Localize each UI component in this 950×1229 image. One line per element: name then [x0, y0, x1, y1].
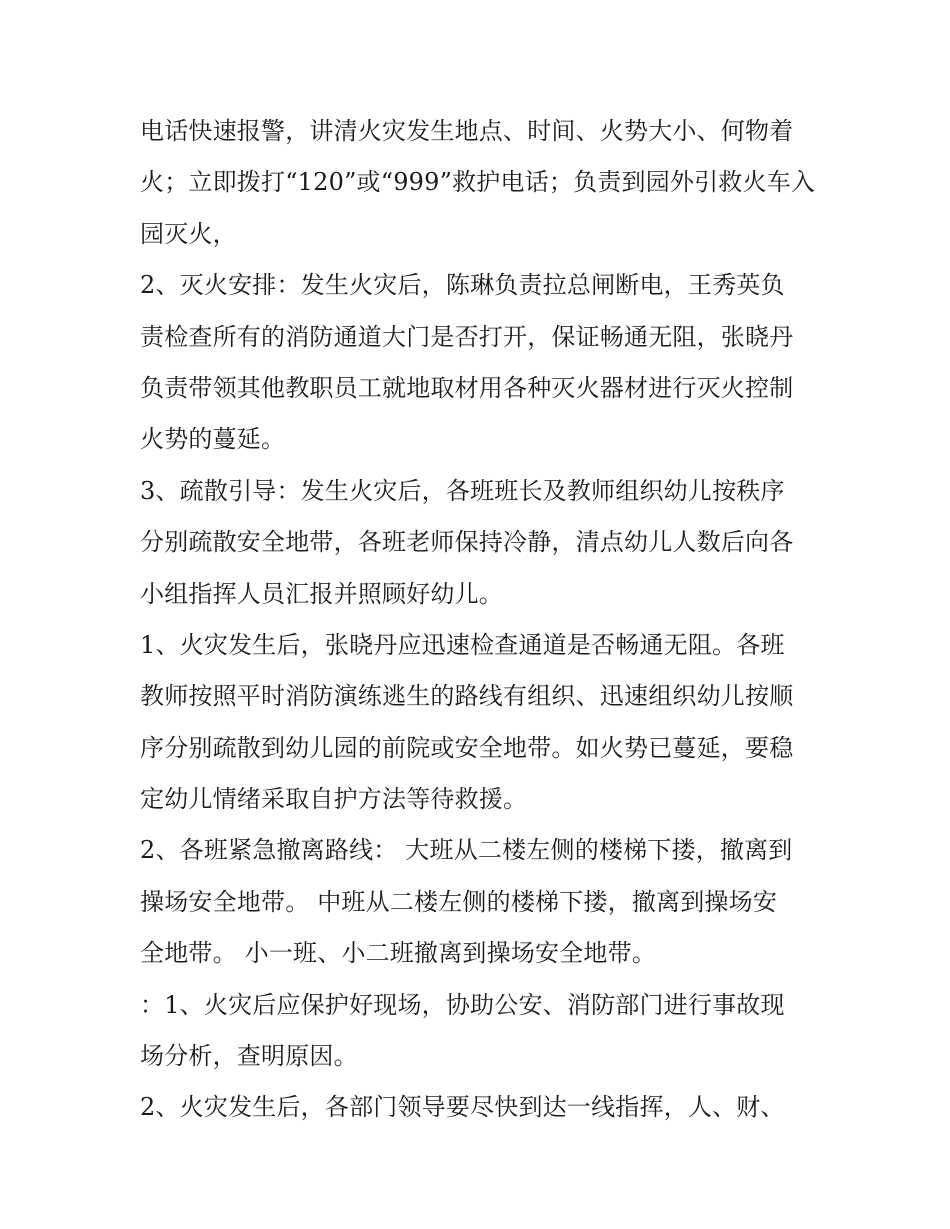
text-line: 2、各班紧急撤离路线： 大班从二楼左侧的楼梯下搂，撤离到	[140, 836, 793, 865]
text-line: 2、灭火安排：发生火灾后，陈琳负责拉总闸断电，王秀英负	[140, 271, 785, 300]
text-line: 电话快速报警，讲清火灾发生地点、时间、火势大小、何物着	[140, 117, 794, 145]
text-line: 小组指挥人员汇报并照顾好幼儿。	[140, 579, 503, 608]
text-line: 负责带领其他教职员工就地取材用各种灭火器材进行灭火控制	[140, 373, 794, 402]
text-line: 分别疏散安全地带，各班老师保持冷静，清点幼儿人数后向各	[140, 528, 794, 557]
text-line: 场分析，查明原因。	[140, 1042, 358, 1071]
text-line: 园灭火，	[140, 219, 237, 248]
text-line: 3、疏散引导：发生火灾后，各班班长及教师组织幼儿按秩序	[140, 476, 785, 505]
text-line: 全地带。 小一班、小二班撤离到操场安全地带。	[140, 939, 657, 968]
text-line: 火势的蔓延。	[140, 425, 286, 454]
text-line: 序分别疏散到幼儿园的前院或安全地带。如火势已蔓延，要稳	[140, 733, 794, 762]
text-line: 操场安全地带。 中班从二楼左侧的楼梯下搂，撤离到操场安	[140, 887, 778, 916]
text-line: 责检查所有的消防通道大门是否打开，保证畅通无阻，张晓丹	[140, 322, 794, 351]
text-line: 1、火灾发生后，张晓丹应迅速检查通道是否畅通无阻。各班	[140, 630, 785, 659]
text-line: 2、火灾发生后，各部门领导要尽快到达一线指挥，人、财、	[140, 1093, 785, 1122]
text-line: 定幼儿情绪采取自护方法等待救援。	[140, 785, 528, 814]
text-line: 火；立即拨打“120”或“999”救护电话；负责到园外引救火车入	[140, 168, 816, 197]
text-line: ：1、火灾后应保护好现场，协助公安、消防部门进行事故现	[140, 990, 785, 1019]
document-body	[140, 106, 820, 1134]
text-line: 教师按照平时消防演练逃生的路线有组织、迅速组织幼儿按顺	[140, 682, 794, 711]
